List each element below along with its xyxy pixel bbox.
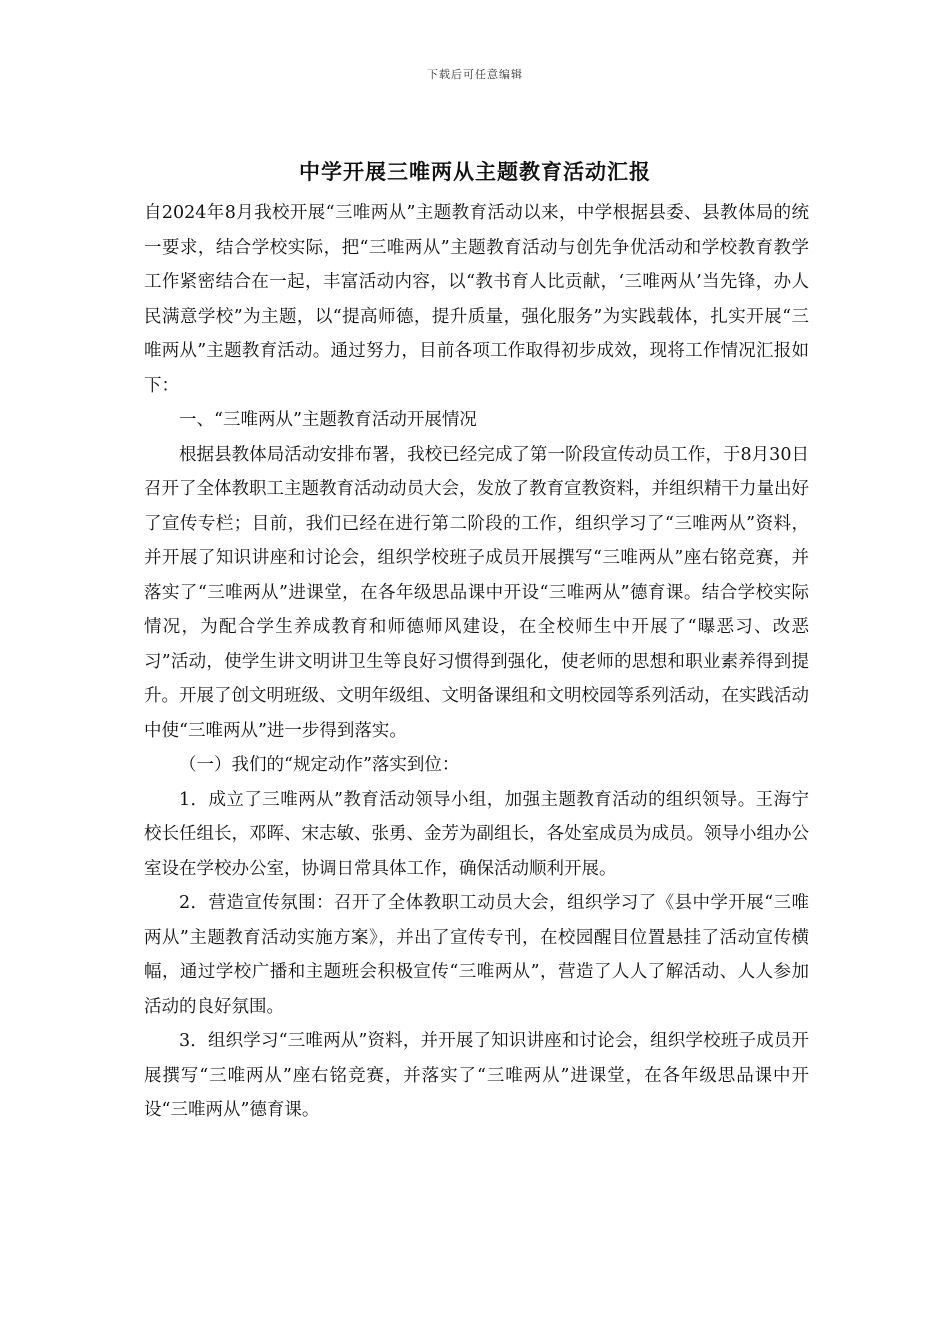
list-item-2: 2．营造宣传氛围：召开了全体教职工动员大会，组织学习了《县中学开展“三唯两从”主题教育活动实施方案》，并出了宣传专刊，在校园醒目位置悬挂了活动宣传横幅，通过学校广播和主题班会积极宣传“三唯两从”，营造了人人了解活动、人人参加活动的良好氛围。 bbox=[144, 893, 809, 1017]
document-title: 中学开展三唯两从主题教育活动汇报 bbox=[299, 160, 651, 184]
subsection-heading-1: （一）我们的“规定动作”落实到位： bbox=[179, 755, 460, 775]
page-header-note: 下载后可任意编辑 bbox=[427, 68, 523, 81]
list-item-1: 1．成立了三唯两从”教育活动领导小组，加强主题教育活动的组织领导。王海宁校长任组长，邓晖、宋志敏、张勇、金芳为副组长，各处室成员为成员。领导小组办公室设在学校办公室，协调日常具体工作，确保活动顺利开展。 bbox=[144, 789, 809, 879]
list-item-3: 3．组织学习“三唯两从”资料，并开展了知识讲座和讨论会，组织学校班子成员开展撰写“三唯两从”座右铭竞赛，并落实了“三唯两从”进课堂，在各年级思品课中开设“三唯两从”德育课。 bbox=[144, 1031, 809, 1120]
body-paragraph-progress: 根据县教体局活动安排布署，我校已经完成了第一阶段宣传动员工作，于8月30日召开了全体教职工主题教育活动动员大会，发放了教育宣教资料，并组织精干力量出好了宣传专栏；目前，我们已经在进行第二阶段的工作，组织学习了“三唯两从”资料，并开展了知识讲座和讨论会，组织学校班子成员开展撰写“三唯两从”座右铭竞赛，并落实了“三唯两从”进课堂，在各年级思品课中开设“三唯两从”德育课。结合学校实际情况，为配合学生养成教育和师德师风建设，在全校师生中开展了“曝恶习、改恶习”活动，使学生讲文明讲卫生等良好习惯得到强化，使老师的思想和职业素养得到提升。开展了创文明班级、文明年级组、文明备课组和文明校园等系列活动，在实践活动中使“三唯两从”进一步得到落实。 bbox=[144, 444, 809, 741]
document-body bbox=[144, 196, 809, 1128]
intro-paragraph: 自2024年8月我校开展“三唯两从”主题教育活动以来，中学根据县委、县教体局的统一要求，结合学校实际，把“三唯两从”主题教育活动与创先争优活动和学校教育教学工作紧密结合在一起，丰富活动内容，以“教书育人比贡献，‘三唯两从’当先锋，办人民满意学校”为主题，以“提高师德，提升质量，强化服务”为实践载体，扎实开展“三唯两从”主题教育活动。通过努力，目前各项工作取得初步成效，现将工作情况汇报如下： bbox=[144, 203, 809, 396]
section-heading-1: 一、“三唯两从”主题教育活动开展情况 bbox=[179, 410, 477, 430]
